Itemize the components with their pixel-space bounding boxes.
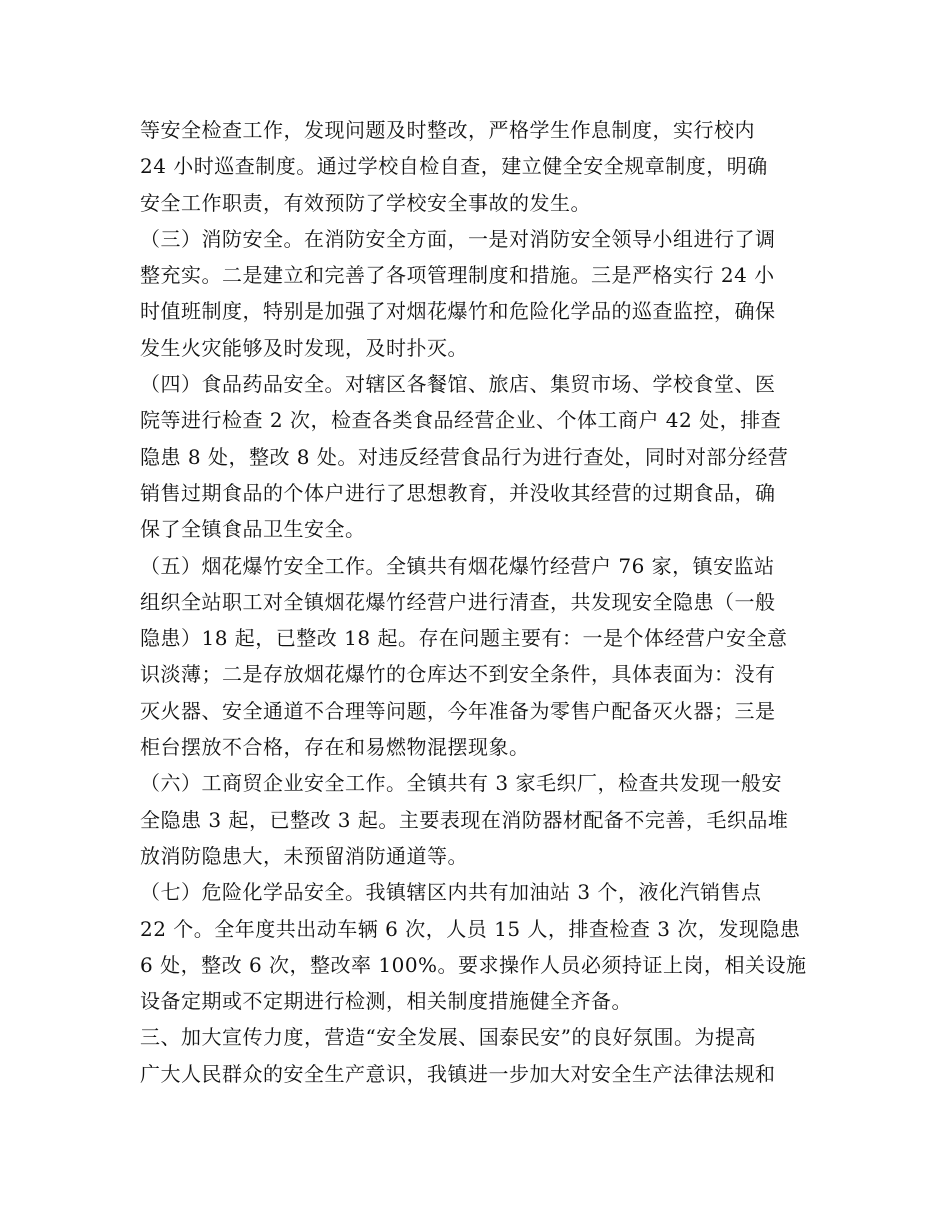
text-line: 发生火灾能够及时发现，及时扑灭。: [140, 335, 468, 360]
text-line: 识淡薄；二是存放烟花爆竹的仓库达不到安全条件，具体表面为：没有: [140, 662, 776, 687]
text-line: 6 处，整改 6 次，整改率 100%。要求操作人员必须持证上岗，相关设施: [140, 952, 807, 977]
text-line: 广大人民群众的安全生产意识，我镇进一步加大对安全生产法律法规和: [140, 1061, 776, 1086]
text-line: （三）消防安全。在消防安全方面，一是对消防安全领导小组进行了调: [140, 226, 776, 251]
text-line: 三、加大宣传力度，营造“安全发展、国泰民安”的良好氛围。为提高: [140, 1025, 756, 1050]
text-line: （六）工商贸企业安全工作。全镇共有 3 家毛织厂，检查共发现一般安: [140, 771, 782, 796]
text-line: 保了全镇食品卫生安全。: [140, 517, 366, 542]
text-line: 22 个。全年度共出动车辆 6 次，人员 15 人，排查检查 3 次，发现隐患: [140, 916, 801, 941]
text-line: （四）食品药品安全。对辖区各餐馆、旅店、集贸市场、学校食堂、医: [140, 372, 776, 397]
text-line: 销售过期食品的个体户进行了思想教育，并没收其经营的过期食品，确: [140, 480, 776, 505]
text-line: 设备定期或不定期进行检测，相关制度措施健全齐备。: [140, 989, 632, 1014]
text-line: 院等进行检查 2 次，检查各类食品经营企业、个体工商户 42 处，排查: [140, 408, 782, 433]
text-line: 隐患）18 起，已整改 18 起。存在问题主要有：一是个体经营户安全意: [140, 626, 788, 651]
text-line: 灭火器、安全通道不合理等问题，今年准备为零售户配备灭火器；三是: [140, 698, 776, 723]
text-line: 柜台摆放不合格，存在和易燃物混摆现象。: [140, 735, 530, 760]
text-line: 放消防隐患大，未预留消防通道等。: [140, 843, 468, 868]
text-line: 隐患 8 处，整改 8 处。对违反经营食品行为进行查处，同时对部分经营: [140, 444, 789, 469]
body-text: [140, 112, 820, 1092]
text-line: 组织全站职工对全镇烟花爆竹经营户进行清查，共发现安全隐患（一般: [140, 589, 776, 614]
text-line: 时值班制度，特别是加强了对烟花爆竹和危险化学品的巡查监控，确保: [140, 299, 776, 324]
text-line: （七）危险化学品安全。我镇辖区内共有加油站 3 个，液化汽销售点: [140, 880, 762, 905]
text-line: 全隐患 3 起，已整改 3 起。主要表现在消防器材配备不完善，毛织品堆: [140, 807, 789, 832]
text-line: （五）烟花爆竹安全工作。全镇共有烟花爆竹经营户 76 家，镇安监站: [140, 553, 775, 578]
text-line: 等安全检查工作，发现问题及时整改，严格学生作息制度，实行校内: [140, 118, 755, 142]
text-line: 整充实。二是建立和完善了各项管理制度和措施。三是严格实行 24 小: [140, 263, 775, 288]
text-line: 24 小时巡查制度。通过学校自检自查，建立健全安全规章制度，明确: [140, 154, 768, 179]
text-line: 安全工作职责，有效预防了学校安全事故的发生。: [140, 190, 591, 215]
